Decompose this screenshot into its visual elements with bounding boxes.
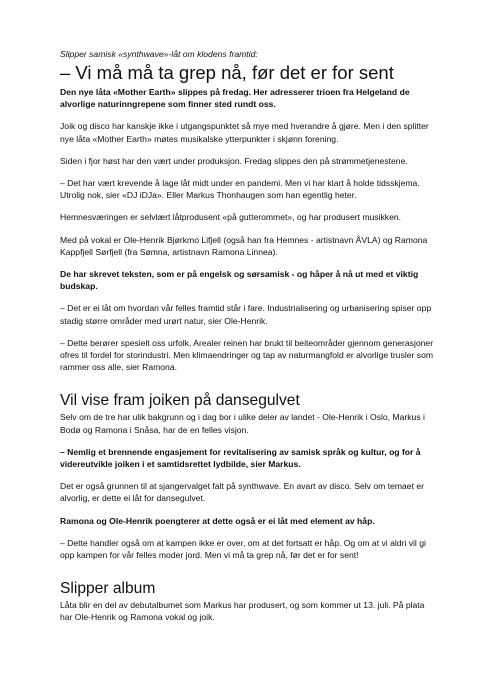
body-paragraph: – Dette handler også om at kampen ikke er over, om at det fortsatt er håp. Og om at vi aldri vil gi opp kampen for vår felles moder jord. Men vi må ta grep nå, før det er for sent! bbox=[60, 537, 426, 561]
section-heading-album: Slipper album bbox=[60, 580, 156, 598]
section-heading-joik: Vil vise fram joiken på dansegulvet bbox=[60, 392, 300, 410]
article-lead: Den nye låta «Mother Earth» slippes på fredag. Her adresserer trioen fra Helgeland de alvorlige naturinngrepene som finner sted rundt oss. bbox=[60, 87, 410, 110]
body-paragraph: Låta blir en del av debutalbumet som Markus har produsert, og som kommer ut 13. juli. På plata har Ole-Henrik og Ramona vokal og joik. bbox=[60, 600, 425, 623]
body-paragraph: Selv om de tre har ulik bakgrunn og i dag bor i ulike deler av landet - Ole-Henrik i Oslo, Markus i Bodø og Ramona i Snåsa, har de en felles visjon. bbox=[60, 412, 425, 435]
body-paragraph-bold: De har skrevet teksten, som er på engelsk og sørsamisk - og håper å nå ut med et viktig budskap. bbox=[60, 269, 419, 292]
article-kicker: Slipper samisk «synthwave»-låt om klodens framtid: bbox=[60, 49, 258, 59]
body-paragraph-bold: – Nemlig et brennende engasjement for revitalisering av samisk språk og kultur, og for å videreutvikle joiken i et samtidsrettet lydbilde, sier Markus. bbox=[60, 446, 421, 470]
body-paragraph: – Dette berører spesielt oss urfolk. Arealer reinen har brukt til beiteområder gjennom generasjoner ofres til fordel for storindustri. Men klimaendringer og tap av naturmangfold er alvorlige trusler som rammer oss alle, sier Ramona. bbox=[60, 337, 434, 373]
body-paragraph: – Det har vært krevende å lage låt midt under en pandemi. Men vi har klart å holde tidsskjema. Utrolig nok, sier «DJ iDJa». Eller Markus Thonhaugen som han egentlig heter. bbox=[60, 178, 420, 201]
body-paragraph-bold: Ramona og Ole-Henrik poengterer at dette også er ei låt med element av håp. bbox=[60, 515, 375, 526]
article-title: – Vi må må ta grep nå, før det er for sent bbox=[60, 62, 394, 83]
body-paragraph: Hemnesværingen er selvlært låtprodusent «på gutterommet», og har produsert musikken. bbox=[60, 212, 402, 223]
body-paragraph: – Det er ei låt om hvordan vår felles framtid står i fare. Industrialisering og urbanisering spiser opp stadig større områder med urørt natur, sier Ole-Henrik. bbox=[60, 303, 432, 326]
body-paragraph: Siden i fjor høst har den vært under produksjon. Fredag slippes den på strømmetjenestene. bbox=[60, 155, 408, 166]
body-paragraph: Det er også grunnen til at sjangervalget falt på synthwave. En avart av disco. Selv om temaet er alvorlig, er dette ei låt for dansegulvet. bbox=[60, 481, 424, 504]
body-paragraph: Joik og disco har kanskje ikke i utgangspunktet så mye med hverandre å gjøre. Men i den splitter nye låta «Mother Earth» møtes musikalske ytterpunkter i skjønn forening. bbox=[60, 121, 429, 144]
article bbox=[60, 48, 438, 624]
body-paragraph: Med på vokal er Ole-Henrik Bjørkmo Lifjell (også han fra Hemnes - artistnavn ÅVLA) og Ramona Kappfjell Sørfjell (fra Sømna, artistnavn Ramona Linnea). bbox=[60, 234, 428, 257]
